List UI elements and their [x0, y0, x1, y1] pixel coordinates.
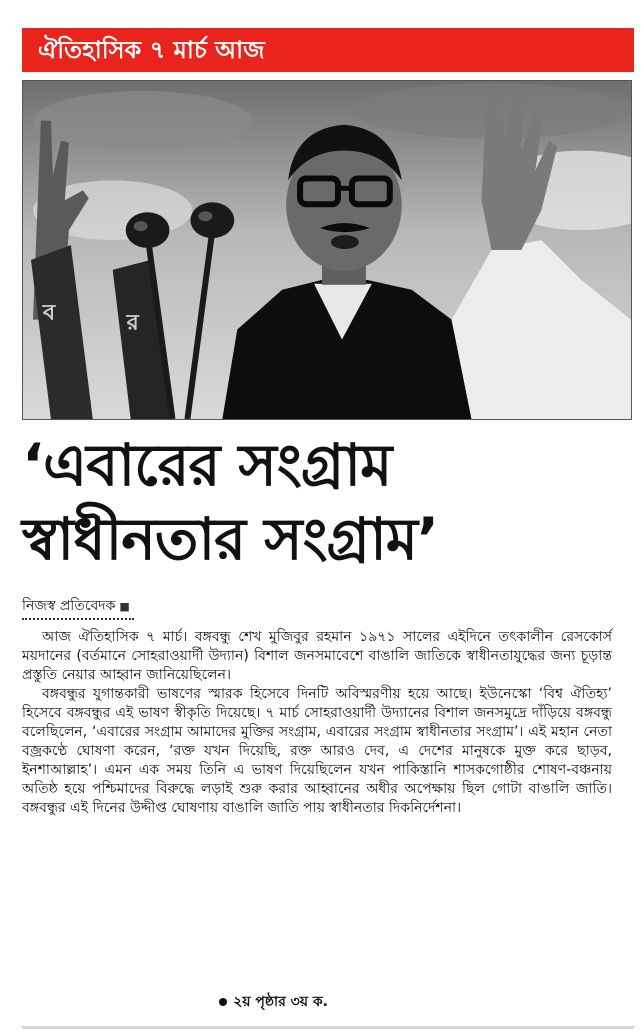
byline-text: নিজস্ব প্রতিবেদক — [22, 598, 116, 614]
paragraph-1: আজ ঐতিহাসিক ৭ মার্চ। বঙ্গবন্ধু শেখ মুজিবুর রহমান ১৯৭১ সালের এইদিনে তৎকালীন রেসকোর্স ময়দানের (বর্তমানে সোহরাওয়ার্দী উদ্যান) বিশাল জনসমাবেশে বাঙালি জাতিকে স্বাধীনতাযুদ্ধের জন্য চূড়ান্ত প্রস্তুতি নেয়ার আহ্বান জানিয়েছিলেন। — [22, 629, 612, 683]
paragraph-2: বঙ্গবন্ধুর যুগান্তকারী ভাষণের স্মারক হিসেবে দিনটি অবিস্মরণীয় হয়ে আছে। ইউনেস্কো ‘বিশ্ব ঐতিহ্য’ হিসেবে বঙ্গবন্ধুর এই ভাষণ স্বীকৃতি দিয়েছে। ৭ মার্চ সোহরাওয়ার্দী উদ্যানের বিশাল জনসমুদ্রে দাঁড়িয়ে বঙ্গবন্ধু বলেছিলেন, ‘এবারের সংগ্রাম আমাদের মুক্তির সংগ্রাম, এবারের সংগ্রাম স্বাধীনতার সংগ্রাম’। এই মহান নেতা বজ্রকণ্ঠে ঘোষণা করেন, ‘রক্ত যখন দিয়েছি, রক্ত আরও দেব, এ দেশের মানুষকে মুক্ত করে ছাড়ব, ইনশাআল্লাহ’। এমন এক সময় তিনি এ ভাষণ দিয়েছিলেন যখন পাকিস্তানি শাসকগোষ্ঠীর শোষণ-বঞ্চনায় অতিষ্ঠ হয়ে পশ্চিমাদের বিরুদ্ধে লড়াই শুরু করার আহ্বানের অধীর অপেক্ষায় ছিল গোটা বাঙালি জাতি। বঙ্গবন্ধুর এই দিনের উদ্দীপ্ত ঘোষণায় বাঙালি জাতি পায় স্বাধীনতার দিকনির্দেশনা। — [22, 686, 612, 816]
svg-text:র: র — [126, 310, 139, 336]
byline-divider — [22, 618, 134, 620]
svg-text:ব: ব — [42, 300, 56, 326]
lead-photo — [22, 80, 632, 420]
section-kicker-banner — [22, 28, 634, 72]
continued-on-page-link[interactable] — [219, 990, 328, 1014]
byline-marker: ■ — [119, 600, 130, 613]
headline-line-1: ‘এবারের সংগ্রাম — [22, 431, 392, 499]
article-body — [22, 628, 612, 818]
speaker-photo-illustration — [23, 81, 631, 419]
bottom-divider — [22, 1026, 634, 1029]
main-headline — [22, 428, 634, 576]
bullet-icon — [219, 998, 227, 1006]
jump-text: ২য় পৃষ্ঠার ৩য় ক. — [233, 994, 328, 1010]
headline-line-2: স্বাধীনতার সংগ্রাম’ — [22, 505, 439, 573]
byline — [22, 596, 152, 617]
kicker-text: ঐতিহাসিক ৭ মার্চ আজ — [38, 36, 265, 64]
